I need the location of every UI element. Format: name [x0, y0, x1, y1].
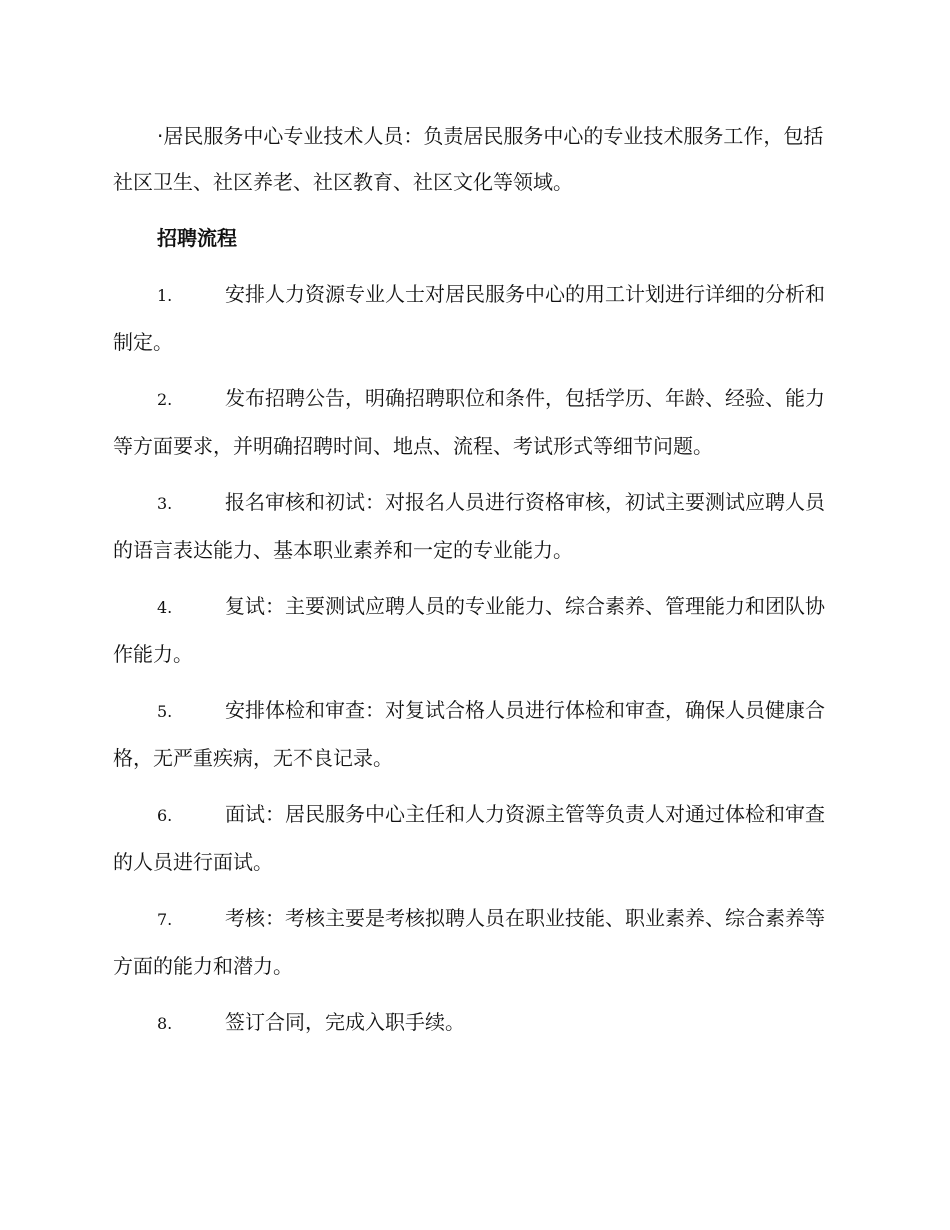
step-text: 签订合同，完成入职手续。 [225, 1010, 465, 1034]
step-number: 1. [157, 286, 173, 305]
step-text: 安排体检和审查：对复试合格人员进行体检和审查，确保人员健康合格，无严重疾病，无不良记录。 [113, 698, 825, 770]
step-number: 4. [157, 598, 173, 617]
list-item [113, 479, 833, 573]
step-number: 6. [157, 806, 173, 825]
step-text: 面试：居民服务中心主任和人力资源主管等负责人对通过体检和审查的人员进行面试。 [113, 802, 825, 874]
list-item [113, 271, 833, 365]
step-number: 7. [157, 910, 173, 929]
step-number: 3. [157, 494, 173, 513]
section-heading: 招聘流程 [157, 226, 237, 250]
step-text: 安排人力资源专业人士对居民服务中心的用工计划进行详细的分析和制定。 [113, 282, 825, 354]
step-text: 考核：考核主要是考核拟聘人员在职业技能、职业素养、综合素养等方面的能力和潜力。 [113, 906, 825, 978]
list-item [113, 999, 833, 1047]
step-text: 报名审核和初试：对报名人员进行资格审核，初试主要测试应聘人员的语言表达能力、基本职业素养和一定的专业能力。 [113, 490, 825, 562]
step-number: 8. [157, 1014, 173, 1033]
list-item [113, 375, 833, 469]
list-item [113, 895, 833, 989]
intro-paragraph [113, 113, 833, 205]
list-item [113, 791, 833, 885]
step-text: 发布招聘公告，明确招聘职位和条件，包括学历、年龄、经验、能力等方面要求，并明确招聘时间、地点、流程、考试形式等细节问题。 [113, 386, 825, 458]
list-item [113, 687, 833, 781]
step-number: 5. [157, 702, 173, 721]
step-number: 2. [157, 390, 173, 409]
list-item [113, 583, 833, 677]
document-body [113, 113, 833, 1057]
bullet-mark: · [157, 124, 164, 148]
steps-list [113, 271, 833, 1047]
step-text: 复试：主要测试应聘人员的专业能力、综合素养、管理能力和团队协作能力。 [113, 594, 825, 666]
intro-text: 居民服务中心专业技术人员：负责居民服务中心的专业技术服务工作，包括社区卫生、社区养老、社区教育、社区文化等领域。 [113, 124, 824, 194]
